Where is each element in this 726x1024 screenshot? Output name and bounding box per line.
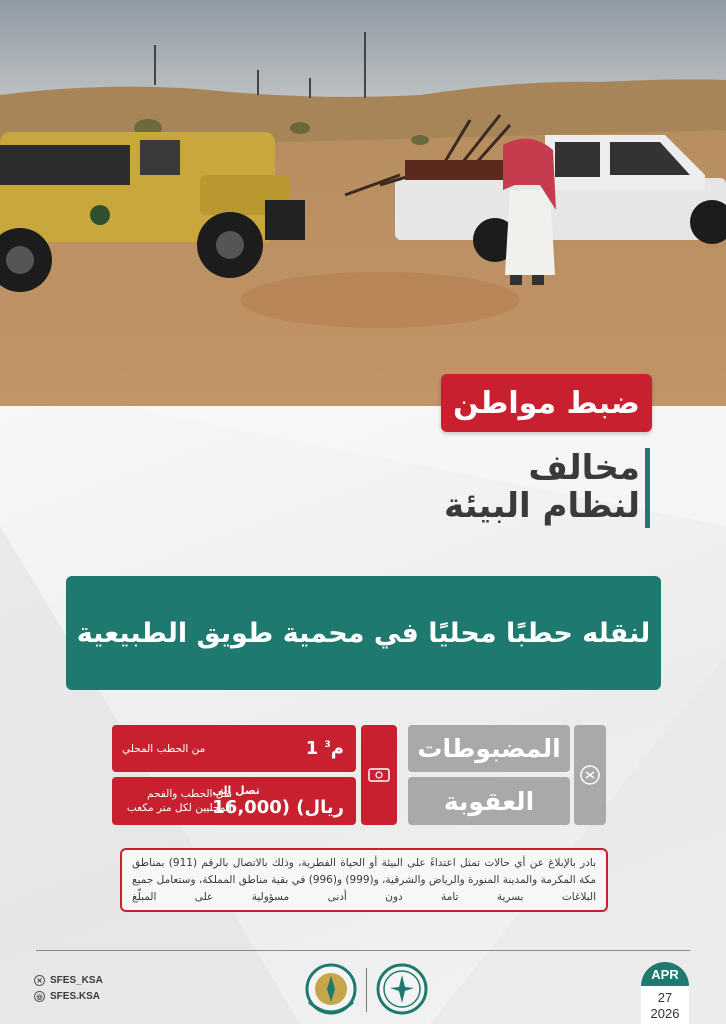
social-x-handle: SFES_KSA	[50, 975, 103, 986]
seized-description: من الحطب المحلي	[122, 742, 206, 755]
penalty-icon-column	[361, 725, 397, 825]
seized-label: المضبوطات	[417, 734, 561, 763]
penalty-label-box	[408, 777, 570, 825]
header-photo	[0, 0, 726, 406]
reporting-notice-text: بادر بالإبلاغ عن أي حالات تمثل اعتداءً على البيئة أو الحياة الفطرية، وذلك بالاتصال بالرقم (911) بمناطق مكة المكرمة والمدينة المنورة والرياض والشرقية، و(999) و(996) في بقية مناطق المملكة، وستعامل جميع البلاغات بسرية تامة دون أدنى مسؤولية على المبلّغ	[132, 857, 597, 903]
firewood-icon	[580, 765, 600, 785]
date-badge	[641, 962, 689, 1024]
penalty-value: (16,000	[212, 797, 290, 818]
seized-unit: م	[330, 738, 344, 759]
penalty-prefix: تصل إلى	[212, 784, 260, 797]
headline-badge-text: ضبط مواطن	[453, 385, 640, 421]
seized-quantity	[306, 725, 344, 772]
title-accent-bar	[645, 448, 650, 528]
social-other-link[interactable]	[34, 991, 100, 1002]
violation-banner-text: لنقله حطبًا محليًا في محمية طويق الطبيعية	[76, 617, 651, 649]
penalty-description: نقل الحطب والفحم المحليين لكل متر مكعب	[126, 788, 232, 814]
social-x-link[interactable]	[34, 975, 103, 986]
seized-label-box	[408, 725, 570, 772]
x-logo-icon: ✕	[34, 975, 45, 986]
security-forces-emblem	[302, 962, 360, 1016]
date-year: 2026	[650, 1006, 680, 1021]
penalty-currency: ريال)	[296, 797, 344, 818]
penalty-label: العقوبة	[443, 786, 535, 816]
ministry-emblem	[374, 962, 430, 1016]
date-month: APR	[641, 962, 689, 986]
money-icon	[368, 765, 390, 785]
instagram-icon: ◎	[34, 991, 45, 1002]
headline-badge	[441, 374, 652, 432]
social-other-handle: SFES.KSA	[50, 991, 101, 1002]
penalty-value-box	[112, 777, 356, 825]
seized-value-box	[112, 725, 356, 772]
seized-unit-power: 3	[324, 740, 331, 750]
date-day: 27	[657, 990, 673, 1005]
penalty-amount	[212, 777, 344, 825]
emblem-separator	[366, 968, 367, 1012]
seized-icon-column	[574, 725, 606, 825]
person-figure	[503, 139, 556, 285]
footer-divider	[36, 950, 690, 951]
page-title-line2: لنظام البيئة	[444, 486, 640, 526]
reporting-notice	[120, 848, 608, 912]
violation-banner	[66, 576, 661, 690]
seized-value: 1	[305, 738, 319, 759]
page-title-line1: مخالف	[528, 448, 640, 488]
desert-scene-illustration	[0, 0, 726, 406]
